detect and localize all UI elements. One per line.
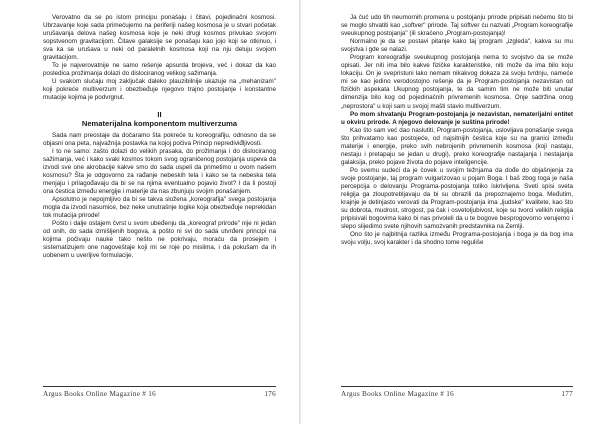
section-heading — [43, 110, 276, 128]
page-number: 177 — [561, 390, 573, 398]
right-page-text — [341, 14, 573, 247]
paragraph: Ja čuć udo tih neumornih promena u postojanju prirode pripisati nečemu što bi se moglo shvatiti kao „softver" prirode. Taj softver ću nazvati „Program koreografije sveukupnog postojanja" (ili skraćeno „Program-postojanja)! — [341, 14, 573, 38]
paragraph: I to ne samo: zašto dolazi do velikih prasaka, do prožimanja i do dislociranog sažimanja, već i kako svaki kosmos tokom svog ograničenog postojanja uspeva da izvodi sve one akrobacije kakve smo do sada uspeli da primetimo u ovom našem kosmosu? Šta je odgovorno za rađanje nebeskih tela i kako se ta nebeska tela menjaju i prilagođavaju da bi se na njima eventualno pojavio život? I da li postoji ona čestica između energije i materije da nas zbunjuju svojim ponašanjem. — [43, 147, 276, 195]
right-page — [300, 0, 600, 424]
page-footer — [341, 386, 573, 401]
footer-label: Argus Books Online Magazine # 16 — [341, 390, 455, 398]
paragraph: U svakom slučaju moj zaključak daleko plauzibilnije ukazuje na „mehanizam" koji pokreće multiverzum i obezbeđuje njegovo trajno postojanje i konstantne mutacije kojima je podvrgnut. — [43, 78, 276, 102]
paragraph: Kao što sam već dao naslutiti, Program-postojanja, uslovljava ponašanje svega što prihvatamo kao postojeće, od najsitnijih čestica koje su na granici između materije i energije, preko svih nebrojenih privremenih kosmosa (koji nastaju, nestaju i pretapaju se jedan u drugi), preko koreografije nastajanja i nestajanja galaksija, preko pojave života do pojave inteligencije. — [341, 126, 573, 166]
paragraph: To je najverovatnije ne samo rešenje apsurda brojeva, već i dokaz da kao posledica prožimanja dolazi do dislociranog velikog sažimanja. — [43, 62, 276, 78]
paragraph: Program koreografije sveukupnog postojanja nema to svojstvo da se može opisati. Jer niti ima bilo kakve fizičke karakteristike, niti može da ima bilo koju lokaciju. On je svepristuni lako nemam nikakvog dokaza za svoju tvrdnju, nameće mi se kao jedino verodostojno rešenje da je Program-postojanja nezavistan od fizičkih aspekata Ukupnog postojanja, te da samim tim ne može biti unutar dimenzija bilo kog od pojedinačnih privremenih kosmosa. Onje sadržina onog „neprostora" u koji sam u svojoj mašti stavio multiverzum. — [341, 54, 573, 110]
page-footer — [43, 386, 276, 401]
paragraph: Po svemu sudeći da je čovek u svojim težnjama da dođe do objašnjenja za svoje postojanje, taj program vulgarizovao u pojam Boga. I baš zbog toga je naša percepcija o delovanju Programa-postojanja toliko iskrivljena. Sveti spisi sveta religija ga zloupotrebljavaju da bi su obrazili da prepoznajemo boga. Međutim, krajnje je detinjasto verovati da Program-postojanja ima „ljudske" kvalitete, kao što su dobrota, mudrost, strogost, pa čak i osvetoljubivost, koje su tvorci velikih religija pripisivali bogovima kako bi nas privoleli da u te bogove besprogovorno verujemo i slepo slijedimo svete njihovih samozvanih predstavnika na Zemlji. — [341, 166, 573, 231]
paragraph: Sada nam preostaje da dočaramo šta pokreće tu koreografiju, odnosno da se objasni ona peta, najvažnija postavka na kojoj počiva Princip neprediviđljivosti. — [43, 131, 276, 147]
paragraph: Apsolutno je nepojmljivo da bi se takva složena „koreografija" svega postojanja mogla da izvodi nasumice, bez neke unutrašnje logike koja obezbeđuje neprekidan tok mutacija prirode! — [43, 195, 276, 219]
paragraph: Ono što je najbitnija razlika između Programa-postojanja i boga je da bog ima svoju volju, svoj karakter i da shodno tome reguliše — [341, 231, 573, 247]
page-number: 176 — [264, 390, 276, 398]
paragraph: Normalno je da se postavi pitanje kako taj program „izgleda", kakva su mu svojstva i gde se nalazi. — [341, 38, 573, 54]
section-number: II — [157, 109, 162, 119]
paragraph: Verovatno da se po istom principu ponašaju i čitavi, pojedinačni kosmosi. Ubrzavanje koje sada primećujemo na periferiji našeg kosmosa je u stvari početak urušavanja delova našeg kosmosa koje je neki drugi kosmos privukao svojom sopstvenom gravitacijom. Čitave galaksije se ponašaju kao jojo koji se otkinuo, i sva ka se urušava u neki od paralelnih kosmosa koji na nju deluju svojom gravitacijom. — [43, 14, 276, 62]
paragraph: Po mom shvatanju Program-postojanja je nezavistan, nematerijalni entitet u okviru prirode. A njegovo delovanje je suština prirode! — [341, 110, 573, 126]
left-page-text — [43, 14, 276, 260]
footer-label: Argus Books Online Magazine # 16 — [43, 390, 157, 398]
paragraph: Pošto i dalje ostajem čvrst u svom ubeđenju da „koreograf prirode" nije ni jedan od onih, do sada izmišljenih bogova, a pošto ni svi do sada utvrđeni principi na kojima počivaju nauke tako nešto ne pokrivaju, moraću da prosejem i sistematizujem one nagoveštaje koji mi se roje po mislima, i da pokušam da ih uobenem u uverljive formulacije. — [43, 220, 276, 260]
section-title: Nematerijalna komponentom multiverzuma — [81, 118, 238, 128]
